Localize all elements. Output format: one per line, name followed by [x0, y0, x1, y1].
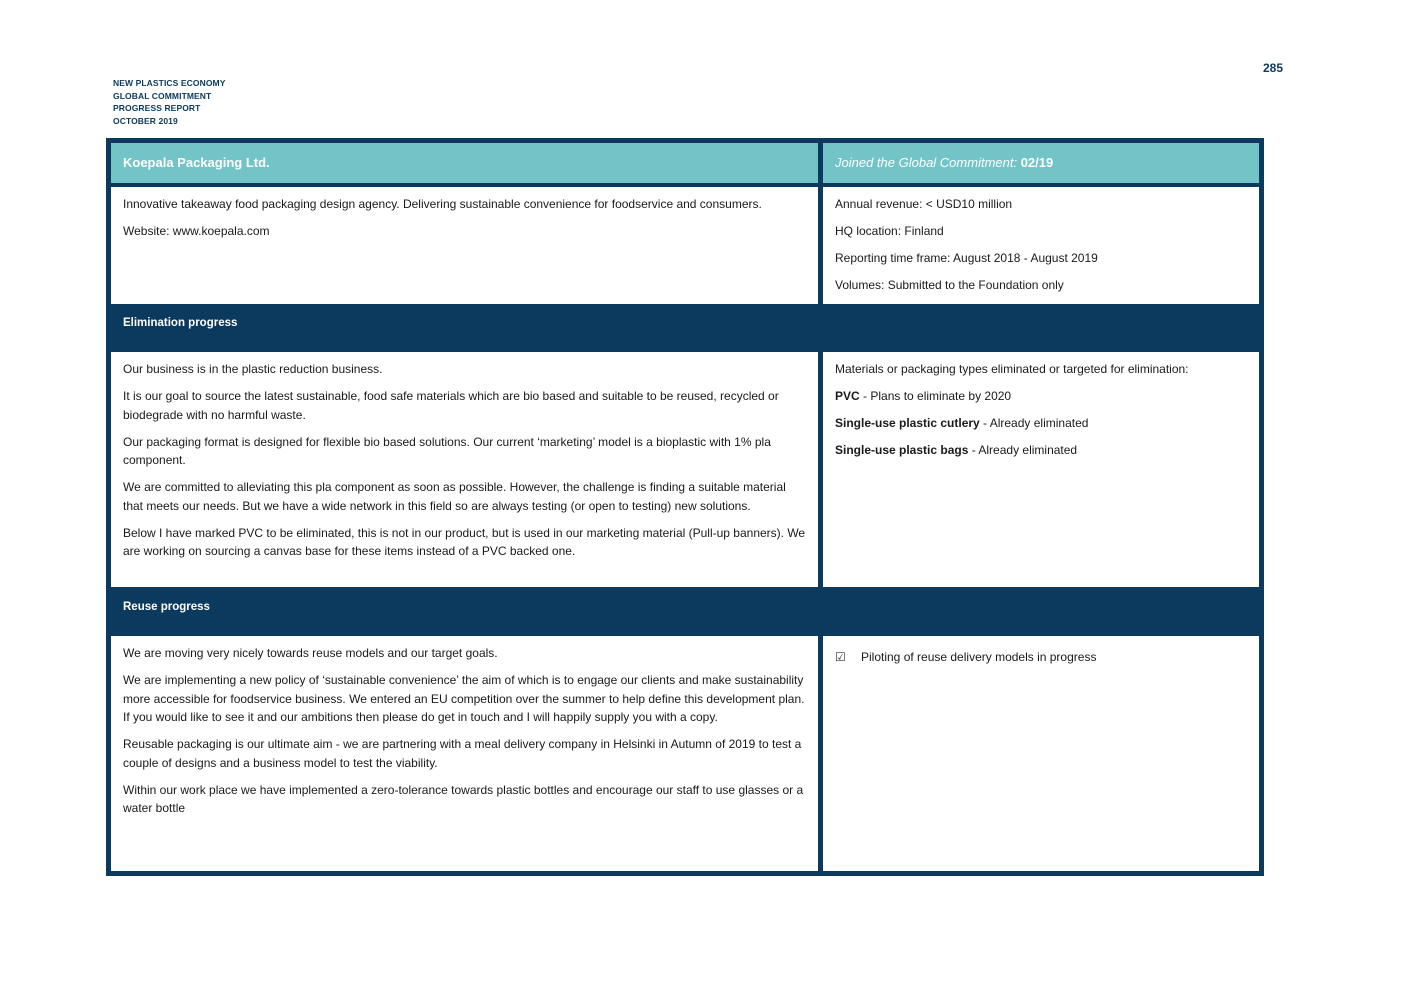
- target-material: PVC: [835, 389, 860, 403]
- target-status: - Already eliminated: [979, 416, 1089, 430]
- fact-hq-location: HQ location: Finland: [835, 224, 944, 238]
- header-line: GLOBAL COMMITMENT: [113, 90, 212, 101]
- company-website: Website: www.koepala.com: [123, 224, 270, 238]
- target-item: [835, 387, 1247, 406]
- target-status: - Plans to eliminate by 2020: [859, 389, 1012, 403]
- reuse-paragraph: We are moving very nicely towards reuse models and our target goals.: [123, 646, 498, 660]
- header-line: NEW PLASTICS ECONOMY: [113, 78, 226, 88]
- elimination-paragraph: Below I have marked PVC to be eliminated, this is not in our product, but is used in our marketing material (Pull-up banners). We are working on sourcing a canvas base for these items instead of a PVC backed one.: [123, 525, 806, 558]
- header-line: OCTOBER 2019: [113, 115, 178, 126]
- company-description: Innovative takeaway food packaging design agency. Delivering sustainable convenience for foodservice and consumers.: [123, 197, 762, 211]
- target-status: - Already eliminated: [968, 443, 1078, 457]
- reuse-section-title: Reuse progress: [123, 601, 210, 613]
- elimination-targets-cell: [823, 352, 1259, 587]
- checklist-item: [835, 648, 1247, 667]
- fact-reporting-time-frame: Reporting time frame: August 2018 - August 2019: [835, 251, 1098, 265]
- company-name-cell: [111, 143, 818, 183]
- company-profile-table: [106, 138, 1264, 876]
- targets-heading: Materials or packaging types eliminated or targeted for elimination:: [835, 362, 1189, 376]
- elimination-paragraph: We are committed to alleviating this pla component as soon as possible. However, the challenge is finding a suitable material that meets our needs. But we have a wide network in this field so are always testing (or open to testing) new solutions.: [123, 480, 786, 513]
- page-number: 285: [1263, 61, 1284, 75]
- report-header: [113, 77, 226, 127]
- company-description-cell: [111, 187, 818, 304]
- elimination-paragraph: Our packaging format is designed for flexible bio based solutions. Our current ‘marketing’ model is a bioplastic with 1% pla component.: [123, 434, 771, 467]
- reuse-text-cell: [111, 636, 818, 871]
- checked-box-icon: ☑: [835, 650, 846, 664]
- joined-label: Joined the Global Commitment:: [835, 155, 1021, 170]
- checklist-label: Piloting of reuse delivery models in progress: [861, 650, 1097, 664]
- reuse-paragraph: Reusable packaging is our ultimate aim - we are partnering with a meal delivery company in Helsinki in Autumn of 2019 to test a couple of designs and a business model to test the viability.: [123, 737, 802, 770]
- reuse-checklist-cell: [823, 636, 1259, 871]
- elimination-paragraph: It is our goal to source the latest sustainable, food safe materials which are bio based and suitable to be reused, recycled or biodegrade with no harmful waste.: [123, 389, 779, 422]
- elimination-text-cell: [111, 352, 818, 587]
- joined-date: 02/19: [1020, 155, 1054, 170]
- reuse-paragraph: We are implementing a new policy of ‘sustainable convenience’ the aim of which is to engage our clients and make sustainability more accessible for foodservice business. We entered an EU competition over the summer to help define this development plan. If you would like to see it and our ambitions then please do get in touch and I will happily supply you with a copy.: [123, 673, 805, 724]
- target-material: Single-use plastic bags: [835, 443, 969, 457]
- company-facts-cell: [823, 187, 1259, 304]
- reuse-paragraph: Within our work place we have implemented a zero-tolerance towards plastic bottles and encourage our staff to use glasses or a water bottle: [123, 782, 804, 815]
- elimination-paragraph: Our business is in the plastic reduction business.: [123, 362, 383, 376]
- target-material: Single-use plastic cutlery: [835, 416, 980, 430]
- header-line: PROGRESS REPORT: [113, 103, 201, 114]
- joined-cell: [823, 143, 1259, 183]
- fact-volumes: Volumes: Submitted to the Foundation only: [835, 278, 1064, 292]
- target-item: [835, 441, 1247, 460]
- target-item: [835, 414, 1247, 433]
- elimination-section-title: Elimination progress: [123, 317, 238, 329]
- company-name: Koepala Packaging Ltd.: [123, 155, 270, 170]
- fact-annual-revenue: Annual revenue: < USD10 million: [835, 197, 1013, 211]
